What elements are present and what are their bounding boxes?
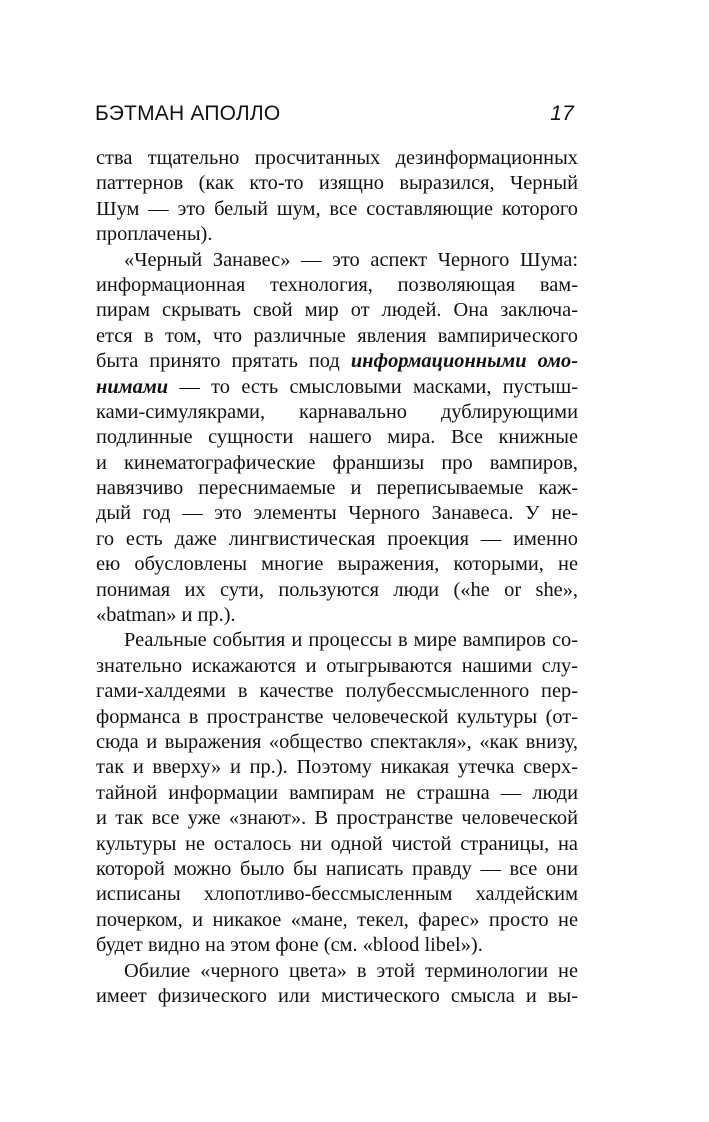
- text-run: — то есть смысловыми масками, пустыш-: [168, 375, 578, 398]
- text-line: подлинные сущности нашего мира. Все книжные: [96, 426, 578, 449]
- text-line-mixed: [96, 375, 578, 400]
- text-line: «batman» и пр.).: [96, 604, 236, 627]
- text-line: «Черный Занавес» — это аспект Черного Шума:: [124, 248, 578, 271]
- running-header: [95, 102, 577, 130]
- text-line: дый год — это элементы Черного Занавеса. У не-: [96, 502, 578, 525]
- italic-term: информационными омо-: [350, 350, 578, 373]
- text-line: проплачены).: [96, 223, 213, 246]
- paragraph-1: [96, 146, 578, 248]
- text-line: исписаны хлопотливо-бессмысленным халдейским: [96, 883, 578, 906]
- paragraph-2: [96, 248, 578, 629]
- paragraph-3: [96, 628, 578, 958]
- text-line: пирам скрывать свой мир от людей. Она заключа-: [96, 299, 578, 322]
- text-line: знательно искажаются и отыгрываются нашими слу-: [96, 654, 578, 677]
- text-line: сюда и выражения «общество спектакля», «как внизу,: [96, 730, 578, 753]
- running-title: БЭТМАН АПОЛЛО: [95, 102, 281, 125]
- text-line: гами-халдеями в качестве полубессмысленного пер-: [96, 680, 578, 703]
- text-line: понимая их сути, пользуются люди («he or she»,: [96, 578, 578, 601]
- text-line: паттернов (как кто-то изящно выразился, Черный: [96, 172, 578, 195]
- text-line: Реальные события и процессы в мире вампиров со-: [124, 629, 578, 652]
- text-line: Шум — это белый шум, все составляющие которого: [96, 197, 578, 220]
- text-line: ею обусловлены многие выражения, которыми, не: [96, 553, 578, 576]
- text-line: будет видно на этом фоне (см. «blood libel»).: [96, 934, 483, 957]
- text-line: информационная технология, позволяющая вам-: [96, 273, 578, 296]
- italic-term: нимами: [96, 375, 169, 398]
- text-line: тайной информации вампирам не страшна — люди: [96, 781, 578, 804]
- text-line: го есть даже лингвистическая проекция — именно: [96, 527, 578, 550]
- text-line: и так все уже «знают». В пространстве человеческой: [96, 807, 578, 830]
- paragraph-4: [96, 959, 578, 1010]
- body-text: [96, 146, 578, 1009]
- text-run: быта принято прятать под: [96, 350, 351, 373]
- page-number: 17: [550, 102, 574, 125]
- text-line: ства тщательно просчитанных дезинформационных: [96, 147, 578, 169]
- text-line: ками-симулякрами, карнавально дублирующими: [96, 400, 578, 423]
- text-line: культуры не осталось ни одной чистой страницы, на: [96, 832, 578, 855]
- text-line: имеет физического или мистического смысла и вы-: [96, 984, 578, 1007]
- text-line: навязчиво переснимаемые и переписываемые каж-: [96, 477, 578, 500]
- text-line: ется в том, что различные явления вампирического: [96, 324, 578, 347]
- text-line: и кинематографические франшизы про вампиров,: [96, 451, 578, 474]
- text-line: почерком, и никакое «мане, текел, фарес» просто не: [96, 908, 578, 931]
- text-line: Обилие «черного цвета» в этой терминологии не: [124, 959, 578, 982]
- text-line: так и вверху» и пр.). Поэтому никакая утечка сверх-: [96, 756, 578, 779]
- text-line: форманса в пространстве человеческой культуры (от-: [96, 705, 578, 728]
- text-line: которой можно было бы написать правду — все они: [96, 857, 578, 880]
- text-line-mixed: [96, 349, 578, 374]
